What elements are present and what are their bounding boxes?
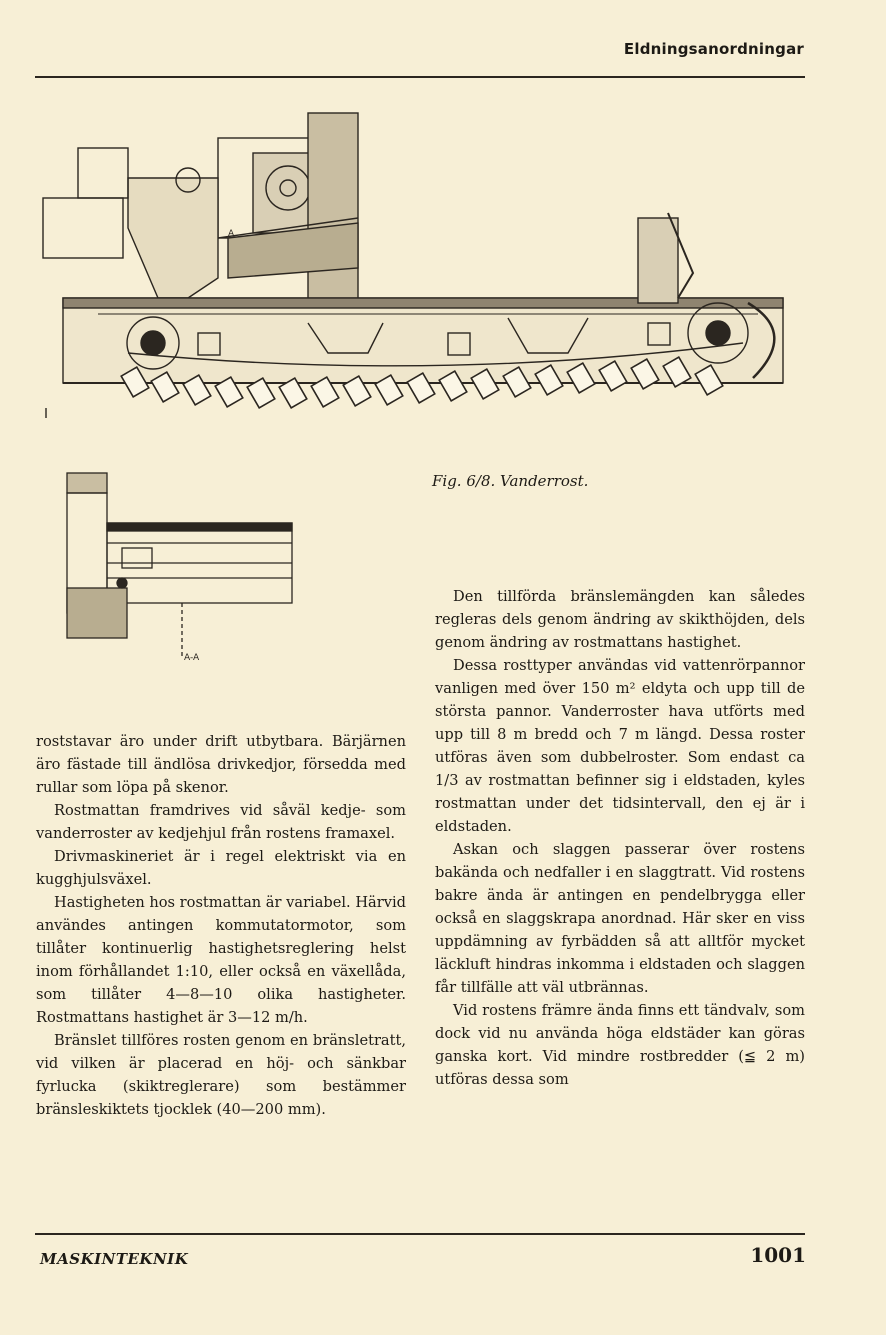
section-marker-label: A: [228, 229, 235, 239]
running-header: Eldningsanordningar: [623, 40, 804, 58]
paragraph: Vid rostens främre ända finns ett tändvalv, som dock vid nu använda höga eldstäder kan göras ganska kort. Vid mindre rostbredder (≦ 2 m) utföras dessa som: [435, 1002, 805, 1088]
paragraph: roststavar äro under drift utbytbara. Bärjärnen äro fästade till ändlösa drivkedjor, försedda med rullar som löpa på skenor.: [36, 733, 406, 796]
paragraph: Den tillförda bränslemängden kan således regleras dels genom ändring av skikthöjden, dels genom ändring av rostmattans hastighet.: [435, 588, 805, 651]
paragraph: Rostmattan framdrives vid såväl kedje- som vanderroster av kedjehjul från rostens framaxel.: [36, 802, 406, 842]
left-column: [36, 730, 406, 1121]
paragraph: Hastigheten hos rostmattan är variabel. Härvid användes antingen kommutatormotor, som tillåter kontinuerlig hastighetsreglering helst inom förhållandet 1:10, eller också en växellåda, som tillåter 4—8—10 olika hastigheter. Rostmattans hastighet är 3—12 m/h.: [36, 894, 406, 1026]
footer-rule: [35, 1233, 805, 1235]
right-column: [435, 585, 805, 1091]
paragraph: Dessa rosttyper användas vid vattenrörpannor vanligen med över 150 m² eldyta och upp till de största pannor. Vanderroster hava utförts med upp till 8 m bredd och 7 m längd. Dessa roster utföras även som dubbelroster. Som endast ca 1/3 av rostmattan befinner sig i eldstaden, kyles rostmattan under det tidsintervall, den ej är i eldstaden.: [435, 657, 805, 835]
section-a-a-drawing: [62, 468, 300, 668]
section-view-label: A-A: [184, 653, 200, 663]
paragraph: Bränslet tillföres rosten genom en bränsletratt, vid vilken är placerad en höj- och sänkbar fyrlucka (skiktreglerare) som bestämmer bränsleskiktets tjocklek (40—200 mm).: [36, 1032, 406, 1118]
journal-name: MASKINTEKNIK: [40, 1250, 189, 1268]
vanderrost-drawing: [38, 108, 800, 423]
paragraph: Askan och slaggen passerar över rostens bakända och nedfaller i en slaggtratt. Vid rostens bakre ända är antingen en pendelbrygga eller också en slaggskrapa anordnad. Här sker en viss uppdämning av fyrbädden så att alltför mycket läckluft hindras inkomma i eldstaden och slaggen får tillfälle att väl utbrännas.: [435, 841, 805, 996]
page-number: 1001: [750, 1243, 806, 1267]
figure-caption: Fig. 6/8. Vanderrost.: [432, 472, 589, 490]
paragraph: Drivmaskineriet är i regel elektriskt via en kugghjulsväxel.: [36, 848, 406, 888]
header-rule: [35, 76, 805, 78]
